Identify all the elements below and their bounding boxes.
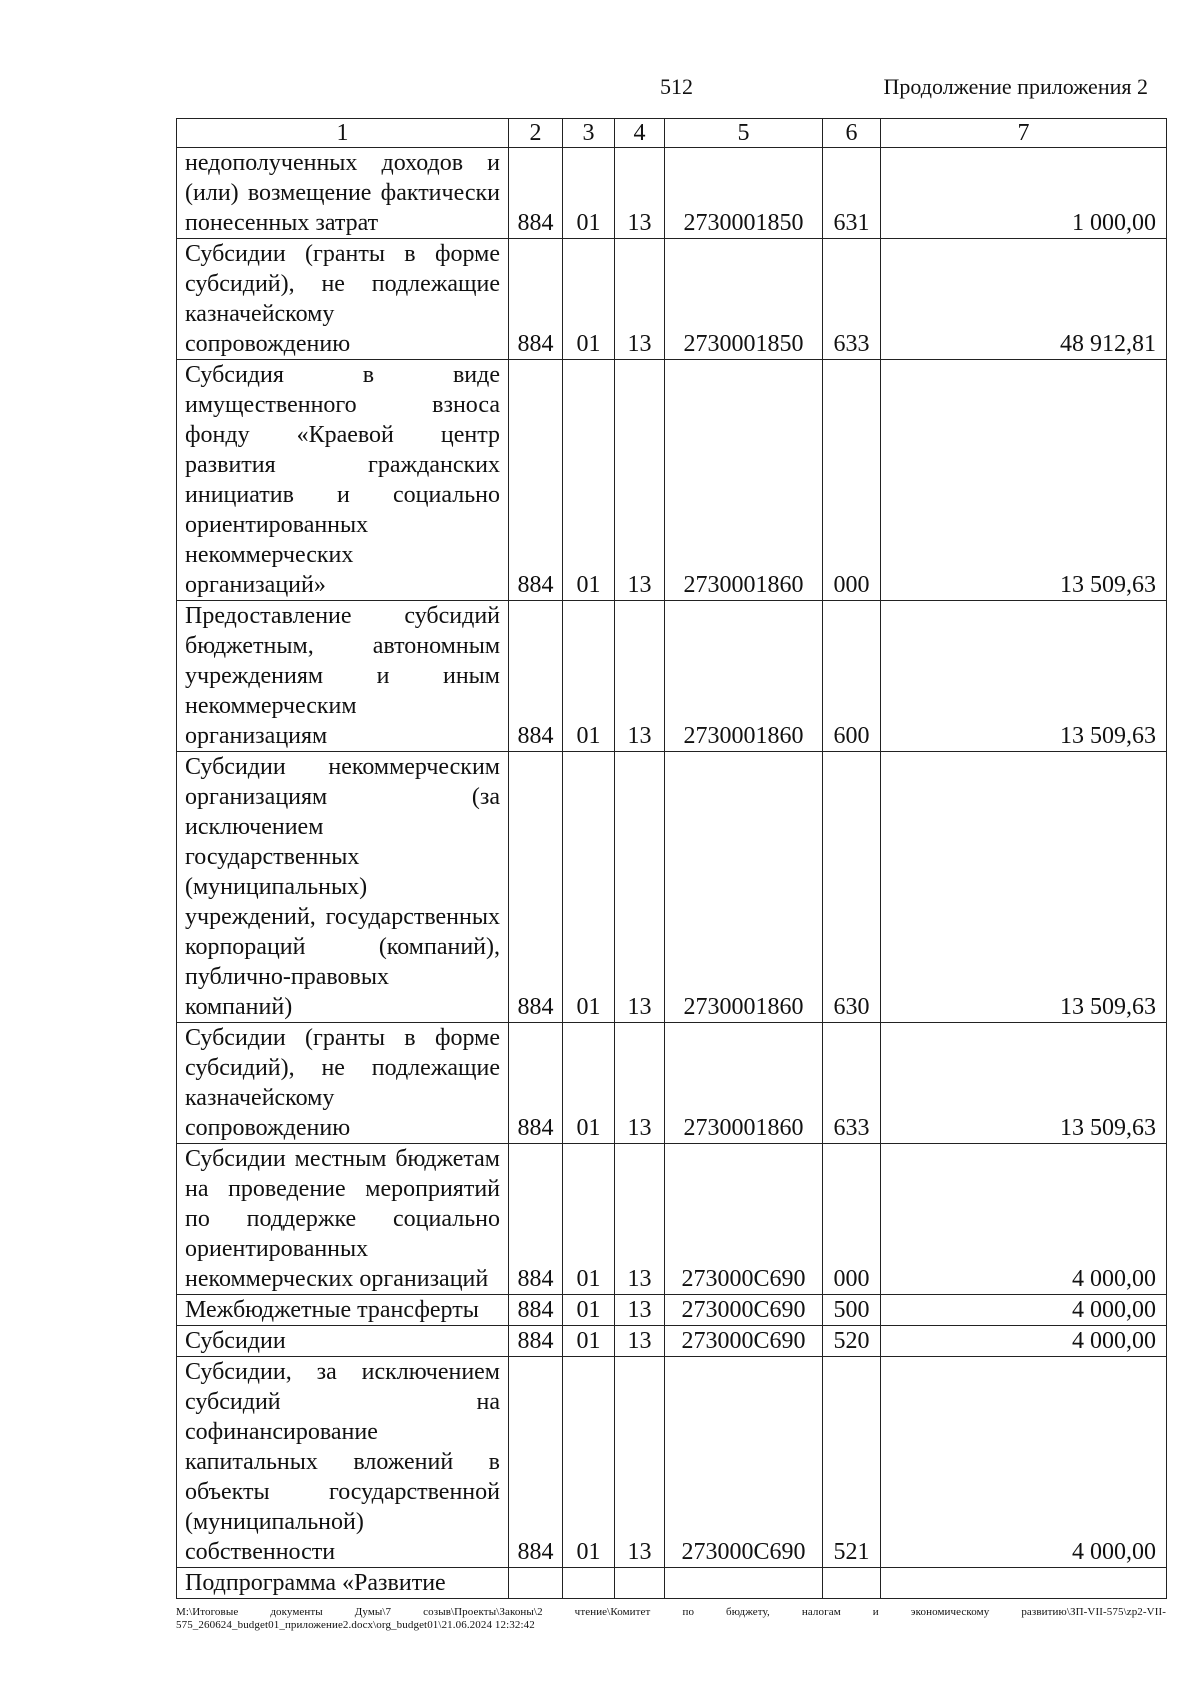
- budget-item-name: Предоставление субсидий бюджетным, автономным учреждениям и иным некоммерческим организациям: [177, 601, 509, 752]
- expense-type-code: 631: [823, 148, 881, 239]
- continuation-heading: Продолжение приложения 2: [883, 74, 1148, 99]
- amount-value: 13 509,63: [881, 752, 1167, 1023]
- table-row: [177, 1357, 1167, 1568]
- table-header-row: [177, 119, 1167, 148]
- target-article-code: 273000С690: [665, 1357, 823, 1568]
- ministry-code: 884: [509, 601, 563, 752]
- section-code: 01: [563, 360, 615, 601]
- expense-type-code: 633: [823, 1023, 881, 1144]
- section-code: 01: [563, 1023, 615, 1144]
- expense-type-code: 600: [823, 601, 881, 752]
- ministry-code: 884: [509, 239, 563, 360]
- subsection-code: 13: [615, 601, 665, 752]
- target-article-code: [665, 1568, 823, 1599]
- budget-item-name: Межбюджетные трансферты: [177, 1295, 509, 1326]
- section-code: 01: [563, 148, 615, 239]
- section-code: 01: [563, 1357, 615, 1568]
- table-row: [177, 148, 1167, 239]
- subsection-code: 13: [615, 752, 665, 1023]
- subsection-code: 13: [615, 148, 665, 239]
- subsection-code: 13: [615, 239, 665, 360]
- budget-table: [176, 118, 1167, 1599]
- target-article-code: 2730001850: [665, 239, 823, 360]
- target-article-code: 2730001860: [665, 1023, 823, 1144]
- subsection-code: 13: [615, 1357, 665, 1568]
- column-header: 2: [509, 119, 563, 148]
- page-number: 512: [660, 74, 693, 99]
- ministry-code: [509, 1568, 563, 1599]
- target-article-code: 2730001860: [665, 360, 823, 601]
- budget-item-name: Субсидия в виде имущественного взноса фонду «Краевой центр развития гражданских инициатив и социально ориентированных некоммерческих организаций»: [177, 360, 509, 601]
- table-row: [177, 1023, 1167, 1144]
- amount-value: [881, 1568, 1167, 1599]
- column-header: 7: [881, 119, 1167, 148]
- column-header: 3: [563, 119, 615, 148]
- subsection-code: 13: [615, 360, 665, 601]
- subsection-code: 13: [615, 1295, 665, 1326]
- target-article-code: 273000С690: [665, 1144, 823, 1295]
- table-row: [177, 1144, 1167, 1295]
- expense-type-code: 000: [823, 360, 881, 601]
- expense-type-code: 633: [823, 239, 881, 360]
- expense-type-code: 500: [823, 1295, 881, 1326]
- ministry-code: 884: [509, 752, 563, 1023]
- section-code: 01: [563, 752, 615, 1023]
- ministry-code: 884: [509, 360, 563, 601]
- amount-value: 48 912,81: [881, 239, 1167, 360]
- subsection-code: 13: [615, 1144, 665, 1295]
- expense-type-code: [823, 1568, 881, 1599]
- expense-type-code: 521: [823, 1357, 881, 1568]
- amount-value: 4 000,00: [881, 1295, 1167, 1326]
- target-article-code: 2730001860: [665, 601, 823, 752]
- table-row: [177, 1326, 1167, 1357]
- section-code: 01: [563, 1326, 615, 1357]
- target-article-code: 2730001860: [665, 752, 823, 1023]
- column-header: 6: [823, 119, 881, 148]
- budget-item-name: Субсидии местным бюджетам на проведение мероприятий по поддержке социально ориентированных некоммерческих организаций: [177, 1144, 509, 1295]
- budget-item-name: Подпрограмма «Развитие: [177, 1568, 509, 1599]
- table-row: [177, 601, 1167, 752]
- section-code: [563, 1568, 615, 1599]
- subsection-code: 13: [615, 1326, 665, 1357]
- budget-item-name: Субсидии, за исключением субсидий на софинансирование капитальных вложений в объекты государственной (муниципальной) собственности: [177, 1357, 509, 1568]
- budget-item-name: недополученных доходов и (или) возмещение фактически понесенных затрат: [177, 148, 509, 239]
- budget-item-name: Субсидии некоммерческим организациям (за исключением государственных (муниципальных) учреждений, государственных корпораций (компаний), публично-правовых компаний): [177, 752, 509, 1023]
- ministry-code: 884: [509, 1144, 563, 1295]
- section-code: 01: [563, 239, 615, 360]
- table-row: [177, 1568, 1167, 1599]
- ministry-code: 884: [509, 1295, 563, 1326]
- expense-type-code: 000: [823, 1144, 881, 1295]
- column-header: 1: [177, 119, 509, 148]
- ministry-code: 884: [509, 1023, 563, 1144]
- amount-value: 13 509,63: [881, 1023, 1167, 1144]
- document-file-path: M:\Итоговые документы Думы\7 созыв\Проекты\Законы\2 чтение\Комитет по бюджету, налогам и экономическому развитию\ЗП-VII-575\zp2-VII-575_260624_budget01_приложение2.docx\org_budget01\21.06.2024 12:32:42: [176, 1606, 1166, 1631]
- amount-value: 4 000,00: [881, 1144, 1167, 1295]
- column-header: 4: [615, 119, 665, 148]
- budget-item-name: Субсидии (гранты в форме субсидий), не подлежащие казначейскому сопровождению: [177, 1023, 509, 1144]
- ministry-code: 884: [509, 148, 563, 239]
- target-article-code: 2730001850: [665, 148, 823, 239]
- table-row: [177, 360, 1167, 601]
- amount-value: 13 509,63: [881, 601, 1167, 752]
- table-row: [177, 239, 1167, 360]
- ministry-code: 884: [509, 1357, 563, 1568]
- expense-type-code: 630: [823, 752, 881, 1023]
- target-article-code: 273000С690: [665, 1326, 823, 1357]
- section-code: 01: [563, 601, 615, 752]
- amount-value: 4 000,00: [881, 1357, 1167, 1568]
- column-header: 5: [665, 119, 823, 148]
- table-row: [177, 752, 1167, 1023]
- budget-item-name: Субсидии: [177, 1326, 509, 1357]
- expense-type-code: 520: [823, 1326, 881, 1357]
- budget-item-name: Субсидии (гранты в форме субсидий), не подлежащие казначейскому сопровождению: [177, 239, 509, 360]
- amount-value: 4 000,00: [881, 1326, 1167, 1357]
- target-article-code: 273000С690: [665, 1295, 823, 1326]
- amount-value: 13 509,63: [881, 360, 1167, 601]
- subsection-code: 13: [615, 1023, 665, 1144]
- table-row: [177, 1295, 1167, 1326]
- amount-value: 1 000,00: [881, 148, 1167, 239]
- subsection-code: [615, 1568, 665, 1599]
- section-code: 01: [563, 1295, 615, 1326]
- section-code: 01: [563, 1144, 615, 1295]
- ministry-code: 884: [509, 1326, 563, 1357]
